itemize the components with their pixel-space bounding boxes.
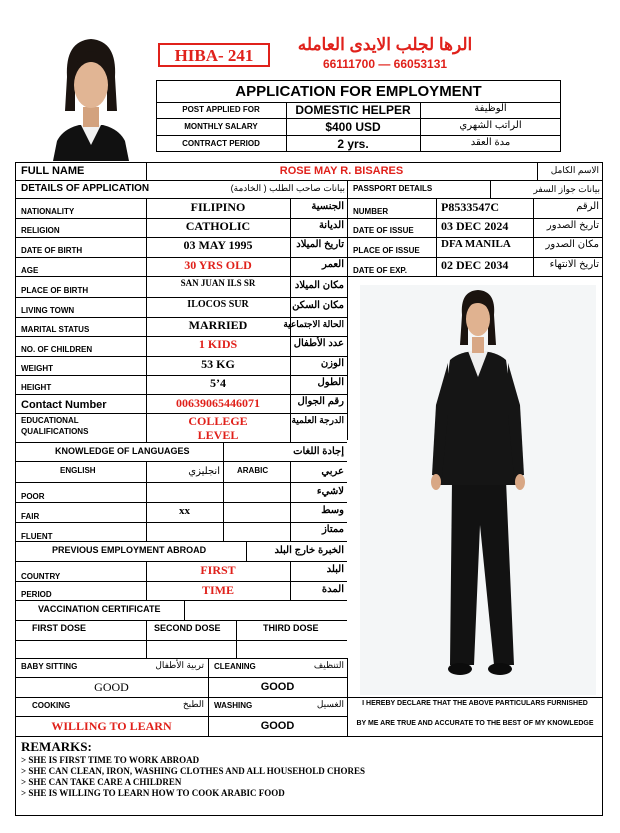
washing-label: WASHING [214,701,253,710]
languages-ar: إجادة اللغات [293,446,344,457]
washing-ar: الغسيل [316,699,344,709]
height-label: HEIGHT [21,383,52,392]
contract-label: CONTRACT PERIOD [182,139,260,148]
english-label: ENGLISH [60,466,96,475]
remark-item: > SHE CAN CLEAN, IRON, WASHING CLOTHES AND ALL HOUSEHOLD CHORES [21,766,366,776]
second-dose-label: SECOND DOSE [154,623,221,633]
salary-ar: الراتب الشهري [459,120,522,131]
salary-value: $400 USD [325,120,381,134]
pob-label: PLACE OF BIRTH [21,286,89,295]
nationality-ar: الجنسية [311,201,344,212]
nationality-label: NATIONALITY [21,207,75,216]
country-ar: البلد [326,564,344,575]
town-label: LIVING TOWN [21,306,75,315]
post-value: DOMESTIC HELPER [295,103,411,117]
children-value: 1 KIDS [198,337,238,351]
agency-phones: 66111700 — 66053131 [322,57,448,71]
arabic-label: ARABIC [237,466,269,475]
vaccination-label: VACCINATION CERTIFICATE [38,604,161,614]
weight-value: 53 KG [201,357,235,371]
period-label: PERIOD [21,590,52,599]
contact-ar: رقم الجوال [297,396,344,407]
passport-issue: 03 DEC 2024 [441,219,509,233]
agency-name: الرها لجلب الايدى العامله [297,35,473,54]
dob-label: DATE OF BIRTH [21,246,83,255]
fair-ar: وسط [321,505,344,516]
declaration-line-1: I HEREBY DECLARE THAT THE ABOVE PARTICULARS FURNISHED [362,700,588,707]
cleaning-value: GOOD [260,681,295,693]
passport-issue-ar: تاريخ الصدور [546,220,599,231]
passport-number-ar: الرقم [576,201,599,212]
dob-value: 03 MAY 1995 [183,238,253,252]
fullname-ar: الاسم الكامل [550,165,599,175]
pob-ar: مكان الميلاد [294,280,344,291]
age-ar: العمر [322,259,344,270]
country-value: FIRST [200,563,236,577]
edu-value-2: LEVEL [197,428,239,442]
arabic-ar: عربي [321,466,344,477]
passport-ar: بيانات جواز السفر [533,184,600,194]
age-value: 30 YRS OLD [184,258,252,272]
height-value: 5’4 [210,376,226,390]
edu-label-1: EDUCATIONAL [21,416,79,425]
previous-employment-ar: الخبرة خارج البلد [274,545,344,556]
remark-item: > SHE IS FIRST TIME TO WORK ABROAD [21,755,200,765]
children-label: NO. OF CHILDREN [21,345,93,354]
fullname-value: ROSE MAY R. BISARES [279,165,404,177]
passport-number: P8533547C [441,200,499,214]
poor-ar: لاشيء [316,486,344,497]
remark-item: > SHE IS WILLING TO LEARN HOW TO COOK ARABIC FOOD [21,788,285,798]
first-dose-label: FIRST DOSE [32,623,87,633]
english-ar: انجليزي [188,466,220,477]
passport-place-ar: مكان الصدور [545,239,599,250]
post-label: POST APPLIED FOR [182,105,260,114]
passport-exp-ar: تاريخ الانتهاء [549,259,599,270]
period-ar: المدة [321,584,344,595]
languages-label: KNOWLEDGE OF LANGUAGES [55,446,190,456]
dob-ar: تاريخ الميلاد [296,239,344,250]
contact-label: Contact Number [21,399,107,411]
passport-issue-label: DATE OF ISSUE [353,226,414,235]
passport-place-label: PLACE OF ISSUE [353,246,420,255]
passport-number-label: NUMBER [353,207,389,216]
age-label: AGE [21,266,39,275]
pob-value: SAN JUAN ILS SR [180,278,256,288]
contract-value: 2 yrs. [337,137,369,151]
weight-ar: الوزن [320,358,344,369]
marital-value: MARRIED [188,318,248,332]
post-ar: الوظيفة [474,103,507,114]
edu-label-2: QUALIFICATIONS [21,427,89,436]
cooking-value: WILLING TO LEARN [51,719,172,733]
town-ar: مكان السكن [292,300,344,311]
edu-ar: الدرجة العلمية [291,415,344,425]
fluent-label: FLUENT [21,532,53,541]
fluent-ar: ممتاز [321,524,344,535]
full-body-photo [360,285,596,695]
salary-label: MONTHLY SALARY [184,122,258,131]
contract-ar: مدة العقد [470,137,511,148]
passport-place: DFA MANILA [441,238,511,250]
cleaning-label: CLEANING [214,662,256,671]
contact-value: 00639065446071 [176,396,260,410]
nationality-value: FILIPINO [190,200,246,214]
passport-exp-label: DATE OF EXP. [353,266,407,275]
remark-item: > SHE CAN TAKE CARE A CHILDREN [21,777,182,787]
weight-label: WEIGHT [21,364,53,373]
declaration-line-2: BY ME ARE TRUE AND ACCURATE TO THE BEST OF MY KNOWLEDGE [356,720,594,727]
washing-value: GOOD [260,720,295,732]
baby-sitting-value: GOOD [94,680,129,694]
marital-label: MARITAL STATUS [21,325,90,334]
religion-label: RELIGION [21,226,60,235]
fair-label: FAIR [21,512,40,521]
country-label: COUNTRY [21,572,61,581]
page-title: APPLICATION FOR EMPLOYMENT [235,83,482,100]
fair-english-value: xx [179,505,190,517]
third-dose-label: THIRD DOSE [263,623,319,633]
period-value: TIME [201,583,234,597]
baby-sitting-label: BABY SITTING [21,662,78,671]
town-value: ILOCOS SUR [187,299,249,310]
children-ar: عدد الأطفال [293,338,344,349]
cooking-label: COOKING [32,701,71,710]
passport-label: PASSPORT DETAILS [353,184,433,193]
religion-ar: الديانة [318,220,344,231]
headshot-photo [35,33,147,161]
religion-value: CATHOLIC [185,219,251,233]
passport-exp: 02 DEC 2034 [441,258,509,272]
marital-ar: الحالة الاجتماعية [283,319,344,329]
cooking-ar: الطبخ [182,699,204,709]
applicant-code: HIBA- 241 [174,46,254,65]
height-ar: الطول [317,377,344,388]
previous-employment-label: PREVIOUS EMPLOYMENT ABROAD [52,545,207,555]
details-ar: بيانات صاحب الطلب ( الخادمة) [230,183,345,193]
details-label: DETAILS OF APPLICATION [21,183,150,194]
cleaning-ar: التنظيف [313,660,344,670]
edu-value-1: COLLEGE [188,414,248,428]
baby-sitting-ar: تربية الأطفال [155,660,204,670]
poor-label: POOR [21,492,45,501]
remarks-heading: REMARKS: [21,739,92,754]
fullname-label: FULL NAME [21,165,85,177]
